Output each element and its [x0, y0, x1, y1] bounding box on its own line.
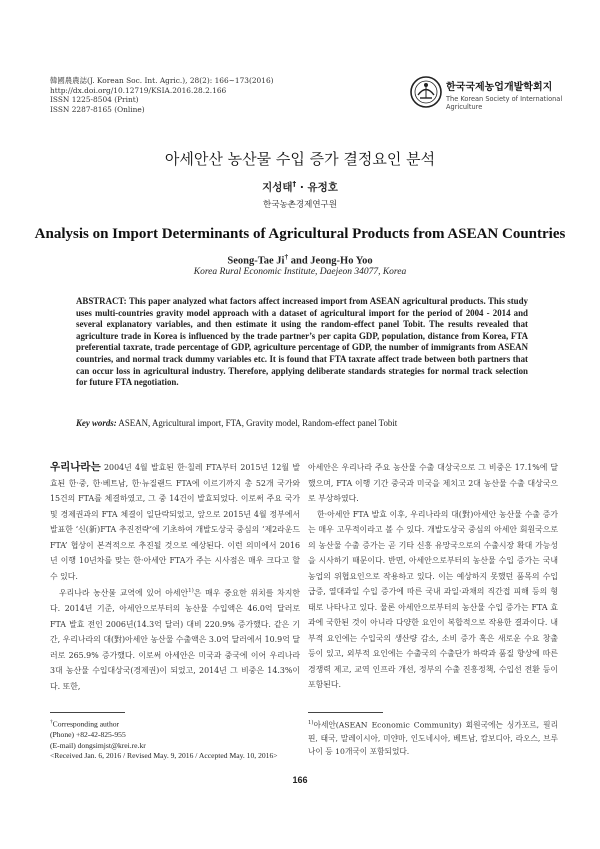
authors-en-rest: and Jeong-Ho Yoo: [288, 255, 373, 267]
footnote-divider: [308, 712, 383, 713]
corresponding-mark: †: [292, 179, 297, 188]
society-name-en-line2: Agriculture: [446, 103, 483, 111]
body-paragraph: [50, 460, 300, 584]
society-name-en-line1: The Korean Society of International: [446, 95, 563, 103]
keywords: [76, 418, 528, 428]
asean-footnote: [308, 717, 558, 758]
abstract-label: ABSTRACT:: [76, 296, 127, 306]
author1-en: Seong-Tae Ji: [227, 255, 285, 267]
issn-online: ISSN 2287-8165 (Online): [50, 104, 145, 114]
body-paragraph: 아세안은 우리나라 주요 농산물 수출 대상국으로 그 비중은 17.1%에 달했으며, FTA 이행 기간 중국과 미국을 제치고 2대 농산물 수출 대상국으로 부상하였다.: [308, 463, 558, 503]
author1-ko: 지성태: [262, 181, 293, 194]
lead-word: 우리나라는: [50, 461, 101, 473]
paper-title-en: Analysis on Import Determinants of Agricultural Products from ASEAN Countries: [34, 226, 566, 242]
footnote-divider: [50, 712, 125, 713]
received-dates: <Received Jan. 6, 2016 / Revised May. 9, 2016 / Accepted May. 10, 2016>: [50, 751, 278, 761]
body-paragraph-text: 우리나라 농산물 교역에 있어 아세안: [59, 588, 189, 598]
authors-ko: [0, 179, 600, 195]
footnote-text: 아세안(ASEAN Economic Community) 회원국에는 싱가포르, 필리핀, 태국, 말레이시아, 미얀마, 인도네시아, 베트남, 캄보디아, 라오스, 브루나이 등 10개국이 포함되었다.: [308, 720, 558, 757]
body-paragraph-text: 은 매우 중요한 위치를 차지한다. 2014년 기준, 아세안으로부터의 농산물 수입액은 46.0억 달러로 FTA 발효 전인 2006년(14.3억 달러) 대비 220.9% 증가했다. 같은 기간, 우리나라의 대(對)아세안 농산물 수출액은 3.0억 달러에서 10.9억 달러로 265.9% 증가했다. 이로써 아세안은 미국과 중국에 이어 우리나라 3대 농산물 수입대상국(경제권)이 되었고, 2014년 그 비중은 14.3%이다. 또한,: [50, 588, 300, 691]
affiliation-en: Korea Rural Economic Institute, Daejeon 34077, Korea: [193, 267, 407, 277]
journal-citation: 韓國農農誌(J. Korean Soc. Int. Agric.), 28(2): 166~173(2016): [50, 76, 274, 85]
footnote-mark: 1): [308, 720, 314, 726]
author2-ko: 유정호: [307, 181, 338, 194]
body-paragraph: [50, 584, 300, 694]
journal-header: [50, 76, 274, 114]
email-line[interactable]: (E-mail) dongsimjst@krei.re.kr: [50, 740, 146, 750]
author-separator: ·: [296, 181, 308, 194]
body-paragraph: 한·아세안 FTA 발효 이후, 우리나라의 대(對)아세안 농산물 수출 증가는 매우 고무적이라고 볼 수 있다. 개발도상국 중심의 아세안 회원국으로의 농산물 수출 증가는 곧 기타 신흥 유망국으로의 수출시장 확대 가능성을 시사하기 때문이다. 반면, 아세안으로부터의 농산물 수입 증가는 국내 농업의 위협요인으로 작용하고 있다. 이는 예상하지 못했던 품목의 수입 급증, 열대과일 수입 증가에 따른 국내 과일·과채의 직간접 피해 등의 형태로 나타나고 있다. 물론 아세안으로부터의 농산물 수입 증가는 FTA 효과에 국한된 것이 아니라 다양한 요인이 복합적으로 작용한 결과이다. 내부적 요인에는 수입국의 생산량 감소, 소비 증가 혹은 새로운 수요 창출 등이 있고, 외부적 요인에는 수출국의 수출단가 하락과 품질 향상에 따른 경쟁력 제고, 교역 인프라 개선, 정부의 수출 진흥정책, 수입선 전환 등이 포함된다.: [308, 509, 558, 689]
page-number: 166: [292, 775, 308, 785]
body-column-left: [50, 460, 300, 694]
footnote-mark: †: [50, 719, 53, 725]
corresponding-footnote: [50, 717, 278, 762]
doi-link[interactable]: http://dx.doi.org/10.12719/KSIA.2016.28.2.166: [50, 85, 227, 95]
footnote-text: Corresponding author: [52, 719, 120, 729]
body-column-right: [308, 460, 558, 693]
affiliation-ko: 한국농촌경제연구원: [263, 200, 337, 210]
body-paragraph-text: 2004년 4월 발효된 한·칠레 FTA부터 2015년 12월 발효된 한·중, 한·베트남, 한·뉴질랜드 FTA에 이르기까지 총 52개 국가와 15건의 FTA를 체결하였고, 그 중 14건이 발효되었다. 이로써 주요 국가 및 경제권과의 FTA 체결이 일단락되었고, 앞으로 2015년 4월 정부에서 발표한 ‘신(新)FTA 추진전략’에 기초하여 개발도상국 중심의 ‘제2라운드 FTA’ 협상이 본격적으로 추진될 것으로 예상된다. 이런 의미에서 2016년 이행 10년차를 맞는 한·아세안 FTA가 주는 시사점은 매우 크다고 할 수 있다.: [50, 463, 300, 581]
society-name-ko: 한국국제농업개발학회지: [446, 82, 553, 93]
corresponding-mark-en: †: [284, 252, 289, 261]
phone-line: (Phone) +82-42-825-955: [50, 730, 126, 740]
corresponding-label: [50, 717, 278, 730]
abstract: [76, 296, 528, 389]
society-logo: [410, 76, 570, 116]
paper-title-ko: 아세안산 농산물 수입 증가 결정요인 분석: [164, 150, 436, 168]
society-name: [446, 78, 562, 111]
abstract-text: This paper analyzed what factors affect increased import from ASEAN agricultural products. This study uses multi-countries gravity model approach with a dataset of agricultural import for the period of 2004 - 2014 and several explanatory variables, and then estimate it using the random-effect panel Tobit. The results revealed that agriculture trade in Korea is influenced by the trade partner’s per capita GDP, population, distance from Korea, FTA preferential taxrate, trade percentage of GDP, agriculture percentage of GDP, the number of immigrants from ASEAN countries, and normal track dummy variables etc. It is found that FTA taxrate affect trade between both partners that can occur loss in agricultural industry. Therefore, applying deliberate standards strategies for normal track selection for future FTA negotiation.: [76, 296, 528, 388]
society-name-en: [446, 95, 562, 111]
issn-print: ISSN 1225-8504 (Print): [50, 95, 139, 105]
authors-en: [0, 252, 600, 267]
society-emblem-icon: [410, 76, 442, 108]
keywords-label: Key words:: [76, 418, 117, 428]
footnote-ref[interactable]: 1): [188, 588, 194, 594]
keywords-text: ASEAN, Agricultural import, FTA, Gravity model, Random-effect panel Tobit: [116, 418, 398, 428]
